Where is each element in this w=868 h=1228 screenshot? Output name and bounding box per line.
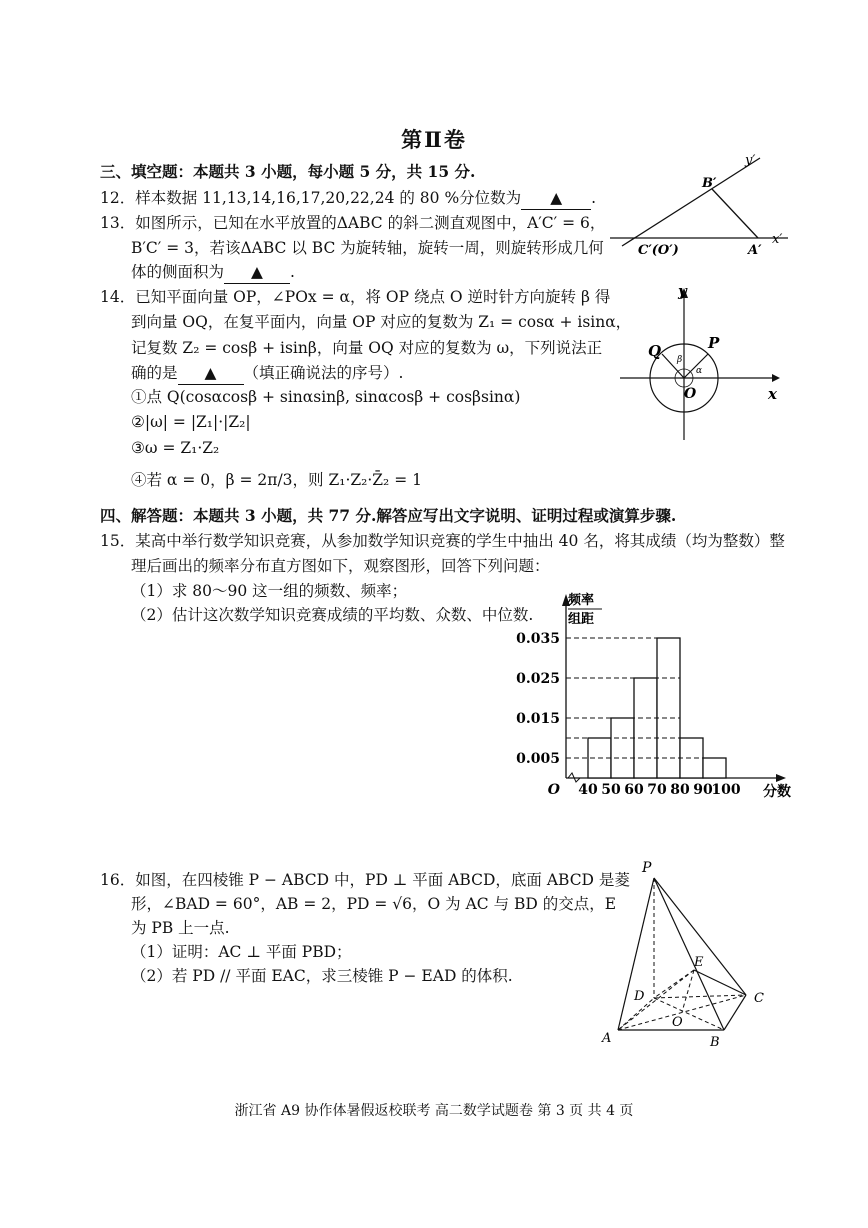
- x-prime-label: x′: [772, 232, 783, 247]
- page-footer: 浙江省 A9 协作体暑假返校联考 高二数学试题卷 第 3 页 共 4 页: [234, 1103, 634, 1119]
- question-16-line3: 为 PB 上一点.: [131, 919, 230, 937]
- answer-blank: ▲: [224, 261, 290, 284]
- q16-part-1: （1）证明：AC ⊥ 平面 PBD；: [131, 943, 352, 961]
- question-13-line2: B′C′ = 3，若该ΔABC 以 BC 为旋转轴，旋转一周，则旋转形成几何: [131, 239, 604, 257]
- vertex-p-label: P: [642, 860, 652, 876]
- y-prime-label: y′: [745, 153, 756, 168]
- question-13-line3: 体的侧面积为 ▲ .: [131, 261, 295, 284]
- vertex-c-label: C: [754, 991, 764, 1006]
- b-prime-label: B′: [702, 176, 717, 191]
- x-axis-label: x: [768, 385, 777, 403]
- histogram-bar: [703, 758, 726, 778]
- vertex-a-label: A: [602, 1031, 612, 1046]
- question-16-line2: 形，∠BAD = 60°，AB = 2，PD = √6，O 为 AC 与 BD 的交点，E: [131, 895, 617, 913]
- section3-heading: 三、填空题：本题共 3 小题，每小题 5 分，共 15 分.: [100, 162, 476, 181]
- question-14-line4: 确的是 ▲ （填正确说法的序号）.: [131, 362, 403, 385]
- y-axis-line: [622, 158, 760, 246]
- origin-label: O: [547, 782, 560, 798]
- y-axis-title-denominator: 组距: [568, 612, 595, 627]
- edge-dc: [654, 995, 746, 998]
- q14-unit-circle-figure: [600, 276, 800, 446]
- q14-option-4: ④若 α = 0，β = 2π/3，则 Z₁·Z₂·Z̄₂ = 1: [131, 471, 422, 489]
- y-axis-title-numerator: 频率: [568, 593, 595, 608]
- diagonal-bd: [654, 998, 724, 1030]
- edge-pa: [618, 878, 654, 1030]
- x-tick-label: 50: [601, 782, 621, 798]
- question-14-line1: 14．已知平面向量 OP，∠POx = α，将 OP 绕点 O 逆时针方向旋转 β 得: [100, 288, 611, 306]
- q13-oblique-figure: [602, 150, 802, 260]
- q14-option-3: ③ω = Z₁·Z₂: [131, 439, 220, 457]
- page-title: 第Ⅱ卷: [401, 127, 467, 152]
- q-point-label: Q: [648, 342, 662, 360]
- frequency-histogram: [516, 586, 791, 800]
- y-axis-label: y: [678, 282, 687, 300]
- x-tick-label: 70: [647, 782, 667, 798]
- q15-part-2: （2）估计这次数学知识竞赛成绩的平均数、众数、中位数.: [131, 606, 534, 624]
- question-13-line1: 13．如图所示，已知在水平放置的ΔABC 的斜二测直观图中，A′C′ = 6，: [100, 214, 606, 232]
- x-tick-label: 80: [670, 782, 690, 798]
- x-tick-label: 40: [578, 782, 598, 798]
- a-prime-label: A′: [748, 243, 762, 258]
- y-tick-label: 0.015: [516, 711, 560, 727]
- histogram-bar: [680, 738, 703, 778]
- histogram-bar: [611, 718, 634, 778]
- y-tick-label: 0.005: [516, 751, 560, 767]
- question-14-line3: 记复数 Z₂ = cosβ + isinβ，向量 OQ 对应的复数为 ω，下列说法正: [131, 339, 603, 357]
- x-axis-arrow: [776, 774, 786, 782]
- y-tick-label: 0.025: [516, 671, 560, 687]
- answer-blank: ▲: [178, 362, 244, 385]
- q14-option-1: ①点 Q(cosαcosβ + sinαsinβ, sinαcosβ + cosβsinα): [131, 388, 521, 406]
- point-e-label: E: [694, 955, 704, 970]
- x-tick-label: 90: [693, 782, 713, 798]
- point-o-label: O: [672, 1015, 683, 1030]
- question-14-line2: 到向量 OQ，在复平面内，向量 OP 对应的复数为 Z₁ = cosα + isinα，: [131, 313, 632, 331]
- q16-pyramid-figure: [596, 850, 786, 1050]
- segment-eo: [682, 970, 694, 1012]
- vertex-d-label: D: [634, 989, 645, 1004]
- question-15-line1: 15．某高中举行数学知识竞赛，从参加数学知识竞赛的学生中抽出 40 名，将其成绩（均为整数）整: [100, 532, 785, 550]
- question-16-line1: 16．如图，在四棱锥 P − ABCD 中，PD ⊥ 平面 ABCD，底面 ABCD 是菱: [100, 871, 630, 889]
- p-point-label: P: [708, 334, 720, 352]
- q15-part-1: （1）求 80～90 这一组的频数、频率；: [131, 582, 408, 600]
- x-axis-title: 分数: [763, 784, 791, 800]
- alpha-label: α: [696, 366, 703, 376]
- segment-ed: [654, 970, 694, 998]
- x-tick-label: 60: [624, 782, 644, 798]
- beta-label: β: [677, 355, 683, 365]
- q16-part-2: （2）若 PD // 平面 EAC，求三棱锥 P − EAD 的体积.: [131, 967, 513, 985]
- x-tick-label: 100: [711, 782, 741, 798]
- vertex-b-label: B: [710, 1035, 720, 1050]
- segment-ba: [712, 189, 758, 238]
- question-12: 12．样本数据 11,13,14,16,17,20,22,24 的 80 %分位数为 ▲ .: [100, 187, 596, 210]
- x-axis-arrow: [772, 374, 780, 382]
- q14-option-2: ②|ω| = |Z₁|·|Z₂|: [131, 413, 251, 431]
- histogram-bar: [634, 678, 657, 778]
- y-tick-label: 0.035: [516, 631, 560, 647]
- origin-label: O: [684, 386, 697, 402]
- histogram-bar: [657, 638, 680, 778]
- c-prime-label: C′(O′): [638, 243, 679, 258]
- question-15-line2: 理后画出的频率分布直方图如下，观察图形，回答下列问题：: [131, 557, 550, 575]
- section4-heading: 四、解答题：本题共 3 小题，共 77 分.解答应写出文字说明、证明过程或演算步骤.: [100, 506, 677, 525]
- answer-blank: ▲: [521, 187, 591, 210]
